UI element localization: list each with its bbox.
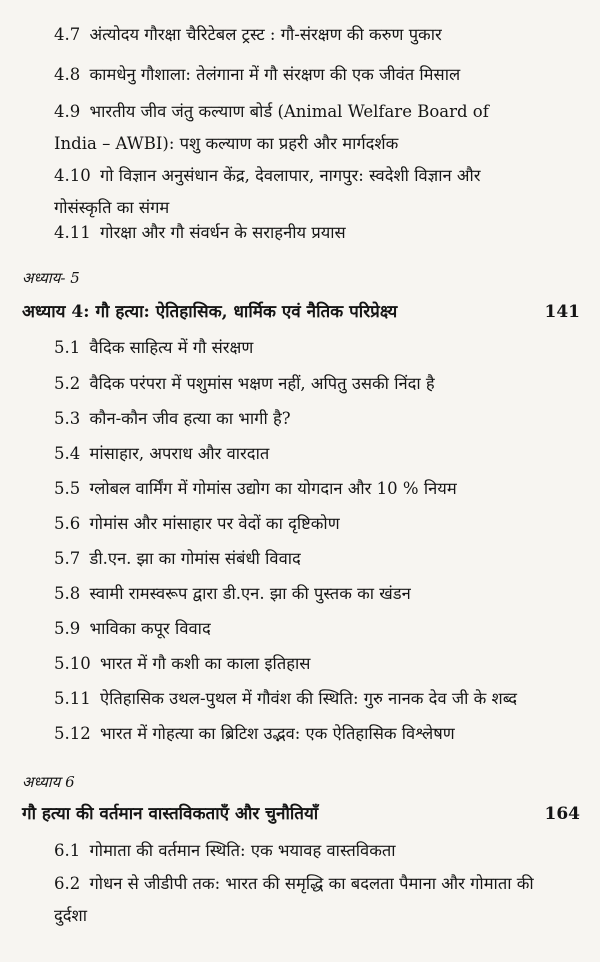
toc-entry-5-10 — [54, 649, 554, 679]
entry-number: 5.3 — [54, 409, 81, 428]
entry-number: 5.11 — [54, 689, 91, 708]
toc-entry-5-9 — [54, 614, 554, 644]
toc-entry-6-1 — [54, 836, 554, 866]
entry-title: अंत्योदय गौरक्षा चैरिटेबल ट्रस्ट : गौ-संरक्षण की करुण पुकार — [89, 25, 442, 44]
entry-number: 4.10 — [54, 166, 91, 185]
chapter-6-label: अध्याय 6 — [22, 773, 75, 791]
chapter-6-heading — [22, 799, 580, 829]
entry-title: कामधेनु गौशाला: तेलंगाना में गौ संरक्षण की एक जीवंत मिसाल — [89, 65, 461, 84]
toc-entry-5-1 — [54, 333, 554, 363]
entry-number: 5.10 — [54, 654, 91, 673]
chapter-5-label: अध्याय- 5 — [22, 269, 80, 287]
entry-number: 4.9 — [54, 102, 81, 121]
entry-number: 6.2 — [54, 874, 81, 893]
chapter-6-page-number: 164 — [544, 804, 580, 824]
toc-entry-5-5 — [54, 474, 554, 504]
toc-entry-4-11 — [54, 218, 554, 248]
entry-title: कौन-कौन जीव हत्या का भागी है? — [89, 409, 291, 428]
toc-entry-5-3 — [54, 404, 554, 434]
toc-entry-6-2 — [54, 868, 559, 932]
entry-title: ग्लोबल वार्मिंग में गोमांस उद्योग का योगदान और 10 % नियम — [89, 479, 457, 498]
entry-number: 4.8 — [54, 65, 81, 84]
toc-entry-4-8 — [54, 60, 554, 90]
entry-number: 5.1 — [54, 338, 81, 357]
entry-number: 4.7 — [54, 25, 81, 44]
chapter-6-title: गौ हत्या की वर्तमान वास्तविकताएँ और चुनौतियाँ — [22, 804, 319, 824]
entry-title: भारतीय जीव जंतु कल्याण बोर्ड (Animal Welfare Board of India – AWBI): पशु कल्याण का प्रहरी और मार्गदर्शक — [54, 102, 489, 153]
entry-number: 6.1 — [54, 841, 81, 860]
toc-entry-5-12 — [54, 719, 554, 749]
entry-title: गोमाता की वर्तमान स्थिति: एक भयावह वास्तविकता — [89, 841, 396, 860]
chapter-5-title: अध्याय 4: गौ हत्या: ऐतिहासिक, धार्मिक एवं नैतिक परिप्रेक्ष्य — [22, 302, 398, 322]
entry-number: 5.5 — [54, 479, 81, 498]
chapter-5-heading — [22, 297, 580, 327]
toc-entry-5-8 — [54, 579, 554, 609]
entry-title: गो विज्ञान अनुसंधान केंद्र, देवलापार, नागपुर: स्वदेशी विज्ञान और गोसंस्कृति का संगम — [54, 166, 481, 217]
entry-title: वैदिक परंपरा में पशुमांस भक्षण नहीं, अपितु उसकी निंदा है — [89, 374, 435, 393]
toc-entry-4-9 — [54, 96, 529, 160]
entry-title: गोरक्षा और गौ संवर्धन के सराहनीय प्रयास — [100, 223, 346, 242]
entry-title: ऐतिहासिक उथल-पुथल में गौवंश की स्थिति: गुरु नानक देव जी के शब्द — [100, 689, 518, 708]
toc-entry-5-6 — [54, 509, 554, 539]
toc-entry-5-2 — [54, 369, 554, 399]
entry-title: भाविका कपूर विवाद — [89, 619, 211, 638]
entry-number: 5.9 — [54, 619, 81, 638]
chapter-5-page-number: 141 — [544, 302, 580, 322]
entry-title: डी.एन. झा का गोमांस संबंधी विवाद — [89, 549, 301, 568]
entry-number: 5.7 — [54, 549, 81, 568]
entry-title: वैदिक साहित्य में गौ संरक्षण — [89, 338, 254, 357]
entry-number: 5.6 — [54, 514, 81, 533]
toc-entry-5-7 — [54, 544, 554, 574]
entry-number: 5.8 — [54, 584, 81, 603]
toc-entry-4-10 — [54, 160, 504, 224]
toc-entry-5-11 — [54, 684, 554, 714]
entry-title: गोधन से जीडीपी तक: भारत की समृद्धि का बदलता पैमाना और गोमाता की दुर्दशा — [54, 874, 534, 925]
entry-title: स्वामी रामस्वरूप द्वारा डी.एन. झा की पुस्तक का खंडन — [89, 584, 411, 603]
entry-title: मांसाहार, अपराध और वारदात — [89, 444, 270, 463]
entry-title: भारत में गौ कशी का काला इतिहास — [100, 654, 311, 673]
entry-number: 5.4 — [54, 444, 81, 463]
entry-number: 4.11 — [54, 223, 91, 242]
toc-entry-4-7 — [54, 20, 554, 50]
entry-title: भारत में गोहत्या का ब्रिटिश उद्भव: एक ऐतिहासिक विश्लेषण — [100, 724, 455, 743]
toc-entry-5-4 — [54, 439, 554, 469]
entry-number: 5.12 — [54, 724, 91, 743]
entry-title: गोमांस और मांसाहार पर वेदों का दृष्टिकोण — [89, 514, 340, 533]
entry-number: 5.2 — [54, 374, 81, 393]
